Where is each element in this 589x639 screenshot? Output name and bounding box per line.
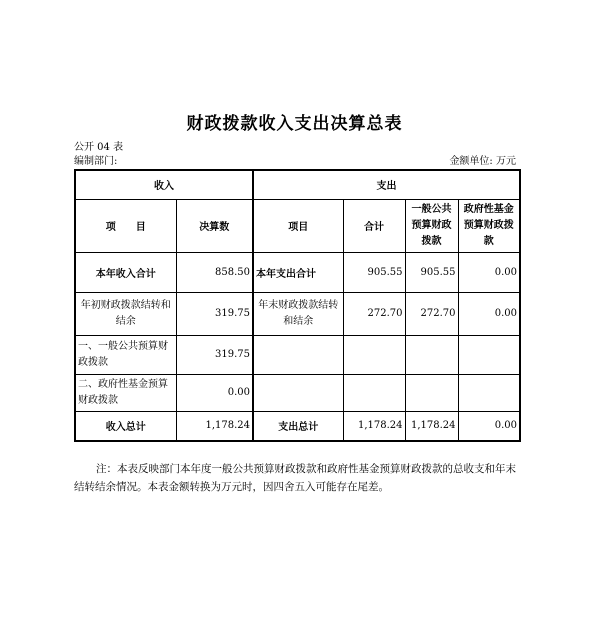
total-value (343, 374, 405, 411)
income-grand-total-label: 收入总计 (75, 411, 176, 441)
income-header: 收入 (75, 170, 253, 199)
expense-item: 本年支出合计 (253, 252, 343, 292)
fund-value (458, 374, 520, 411)
table-header-row-2 (75, 199, 520, 252)
doc-code: 公开 04 表 (74, 142, 124, 153)
expense-item-header: 项目 (253, 199, 343, 252)
total-value: 272.70 (343, 292, 405, 335)
expense-item (253, 335, 343, 374)
gov-fund-header: 政府性基金预算财政拨款 (458, 199, 520, 252)
table-row (75, 374, 520, 411)
fund-value: 0.00 (458, 252, 520, 292)
expense-header: 支出 (253, 170, 520, 199)
general-value: 272.70 (405, 292, 458, 335)
table-header-row-1 (75, 170, 520, 199)
general-value (405, 374, 458, 411)
item-header: 项 目 (75, 199, 176, 252)
table-row (75, 292, 520, 335)
expense-item (253, 374, 343, 411)
total-value (343, 335, 405, 374)
income-item: 一、一般公共预算财政拨款 (75, 335, 176, 374)
department-label: 编制部门: (74, 156, 118, 167)
grand-fund-value: 0.00 (458, 411, 520, 441)
page-title: 财政拨款收入支出决算总表 (186, 114, 403, 134)
grand-general-value: 1,178.24 (405, 411, 458, 441)
finance-table (74, 169, 521, 442)
income-item: 本年收入合计 (75, 252, 176, 292)
table-row-total (75, 411, 520, 441)
table-row (75, 252, 520, 292)
income-value: 0.00 (176, 374, 253, 411)
total-value: 905.55 (343, 252, 405, 292)
total-header: 合计 (343, 199, 405, 252)
expense-item: 年末财政拨款结转和结余 (253, 292, 343, 335)
grand-total-value: 1,178.24 (343, 411, 405, 441)
unit-label: 金额单位: 万元 (449, 156, 516, 167)
fund-value (458, 335, 520, 374)
income-grand-total-value: 1,178.24 (176, 411, 253, 441)
general-value (405, 335, 458, 374)
income-value: 858.50 (176, 252, 253, 292)
table-note: 注：本表反映部门本年度一般公共预算财政拨款和政府性基金预算财政拨款的总收支和年末结转结余情况。本表金额转换为万元时，因四舍五入可能存在尾差。 (74, 463, 516, 493)
general-budget-header: 一般公共预算财政拨款 (405, 199, 458, 252)
income-value: 319.75 (176, 292, 253, 335)
expense-grand-total-label: 支出总计 (253, 411, 343, 441)
fund-value: 0.00 (458, 292, 520, 335)
general-value: 905.55 (405, 252, 458, 292)
table-row (75, 335, 520, 374)
income-value: 319.75 (176, 335, 253, 374)
final-amount-header: 决算数 (176, 199, 253, 252)
income-item: 年初财政拨款结转和结余 (75, 292, 176, 335)
income-item: 二、政府性基金预算财政拨款 (75, 374, 176, 411)
